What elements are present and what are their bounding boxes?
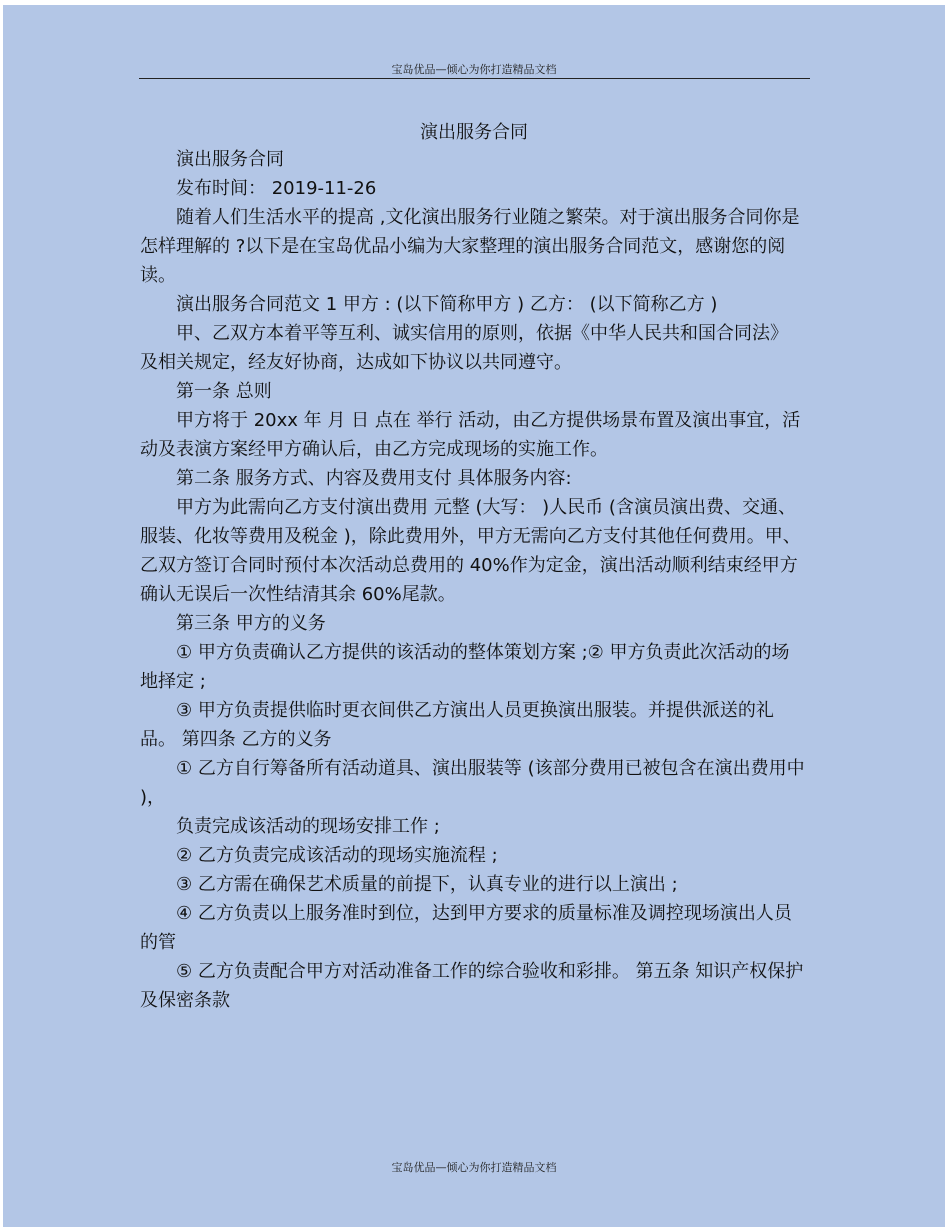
paragraph: 甲方将于 20xx 年 月 日 点在 举行 活动，由乙方提供场景布置及演出事宜，活动及表演方案经甲方确认后，由乙方完成现场的实施工作。 [140, 410, 801, 460]
paragraph: ② 乙方负责完成该活动的现场实施流程 ; [176, 845, 498, 866]
document-page [3, 5, 945, 1227]
paragraph: 负责完成该活动的现场安排工作 ; [176, 816, 440, 837]
page-header: 宝岛优品—倾心为你打造精品文档 [391, 63, 557, 76]
document-title: 演出服务合同 [420, 122, 528, 143]
paragraph: 发布时间： 2019-11-26 [176, 178, 377, 199]
paragraph: 甲方为此需向乙方支付演出费用 元整 (大写： )人民币 (含演员演出费、交通、服装、化妆等费用及税金 )，除此费用外，甲方无需向乙方支付其他任何费用。甲、乙双方签订合同时预付本次活动总费用的 40%作为定金，演出活动顺利结束经甲方确认无误后一次性结清其余 60%尾款。 [140, 497, 801, 605]
section-heading: 第一条 总则 [176, 381, 272, 402]
section-heading: 第三条 甲方的义务 [176, 613, 326, 634]
paragraph: ④ 乙方负责以上服务准时到位，达到甲方要求的质量标准及调控现场演出人员的管 [140, 903, 792, 953]
page-footer: 宝岛优品—倾心为你打造精品文档 [391, 1161, 557, 1174]
document-body [140, 145, 805, 1015]
paragraph: ① 乙方自行筹备所有活动道具、演出服装等 (该部分费用已被包含在演出费用中 )， [140, 758, 805, 808]
paragraph: 演出服务合同范文 1 甲方 : (以下简称甲方 ) 乙方： (以下简称乙方 ) [176, 294, 718, 315]
section-heading: 第二条 服务方式、内容及费用支付 具体服务内容: [176, 468, 572, 489]
paragraph: 演出服务合同 [176, 149, 284, 170]
paragraph: 随着人们生活水平的提高 ,文化演出服务行业随之繁荣。对于演出服务合同你是怎样理解的 ?以下是在宝岛优品小编为大家整理的演出服务合同范文，感谢您的阅读。 [140, 207, 800, 286]
paragraph: 甲、乙双方本着平等互利、诚实信用的原则，依据《中华人民共和国合同法》及相关规定，经友好协商，达成如下协议以共同遵守。 [140, 323, 788, 373]
paragraph: ⑤ 乙方负责配合甲方对活动准备工作的综合验收和彩排。 第五条 知识产权保护及保密条款 [140, 961, 804, 1011]
paragraph: ③ 乙方需在确保艺术质量的前提下，认真专业的进行以上演出 ; [176, 874, 678, 895]
header-divider [139, 78, 810, 79]
paragraph: ① 甲方负责确认乙方提供的该活动的整体策划方案 ;② 甲方负责此次活动的场地择定 ; [140, 642, 790, 692]
paragraph: ③ 甲方负责提供临时更衣间供乙方演出人员更换演出服装。并提供派送的礼品。 第四条 乙方的义务 [140, 700, 774, 750]
